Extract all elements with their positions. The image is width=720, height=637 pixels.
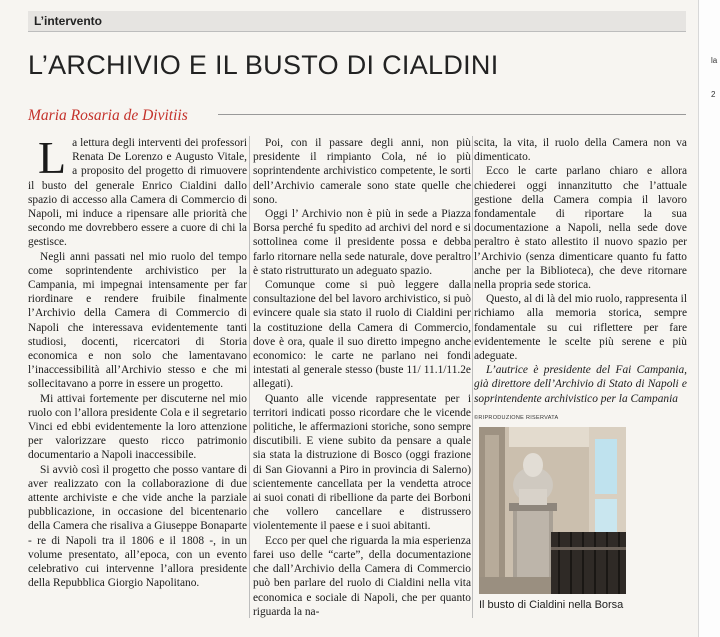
paragraph: Questo, al di là del mio ruolo, rappresenta il richiamo alla memoria storica, sempre fondamentale su cui riflettere per fare evidentemente le scelte più serene e più adeguate. bbox=[474, 293, 687, 363]
paragraph: Ecco le carte parlano chiaro e allora chiederei oggi innanzitutto che l’attuale gestione della Camera compia il lavoro fondamentale di riportare la sua documentazione a Napoli, nella sede dove peraltro è stato allestito il nuovo spazio per l’Archivio (senza dimenticare quanto fu fatto anche per la Biblioteca), che deve ritornare nella propria sede storica. bbox=[474, 165, 687, 292]
drop-cap: L bbox=[38, 132, 67, 183]
paragraph: Comunque come si può leggere dalla consultazione del bel lavoro archivistico, si può evincere quale sia stato il ruolo di Cialdini per la costituzione della Camera di Commercio, dove è ora, quale il suo diretto impegno anche economico: le carte ne parlano nei fondi intestati al generale stesso (buste 11/ 11.1/11.2e allegati). bbox=[253, 279, 471, 391]
paragraph: Negli anni passati nel mio ruolo del tempo come soprintendente archivistico per la Campania, mi impegnai intensamente per far riordinare e rendere fruibile finalmente l’Archivio della Camera di Commercio di Napoli che interessava evidentemente tanti studiosi, docenti, ricercatori di Storia economica e non solo che lamentavano l’inaccessibilità all’Archivio stesso e che mi sollecitavano a porre in essere un progetto. bbox=[28, 250, 247, 391]
paragraph-text: a lettura degli interventi dei professori Renata De Lorenzo e Augusto Vitale, a proposito del progetto di rimuovere il busto del generale Enrico Cialdini dallo spazio di accesso alla Camera di Commercio di Napoli, mi induce a ripensare alle priorità che secondo me dovrebbero essere a cuore di chi la gestisce. bbox=[28, 137, 247, 249]
paragraph: Mi attivai fortemente per discuterne nel mio ruolo con l’allora presidente Cola e il segretario Vinci ed ebbi evidentemente la loro attenzione per valorizzare questo ricco patrimonio documentario a Napoli inaccessibile. bbox=[28, 392, 247, 462]
section-bar bbox=[28, 11, 686, 32]
headline: L’ARCHIVIO E IL BUSTO DI CIALDINI bbox=[28, 50, 499, 80]
byline-rule bbox=[218, 114, 686, 115]
paragraph bbox=[28, 132, 247, 250]
paragraph: Poi, con il passare degli anni, non più presidente il rimpianto Cola, né io più soprintendente archivistico competente, le sorti dell’Archivio camerale sono state quelle che sono. bbox=[253, 137, 471, 206]
column-3 bbox=[474, 136, 687, 425]
reproduction-note: ©RIPRODUZIONE RISERVATA bbox=[474, 414, 559, 421]
paragraph: Quanto alle vicende rappresentate per i territori indicati posso ricordare che le vicende politiche, le affermazioni storiche, sono sempre discutibili. E viene subito da pensare a quale sia stata la distruzione di Bosco (oggi frazione di San Giovanni a Piro in provincia di Salerno) scientemente cancellata per la vendetta atroce ai suoi conati di ribellione da parte dei Borboni che vollero cancellare e distrussero violentemente il paese e i suoi abitanti. bbox=[253, 392, 471, 533]
column-1 bbox=[28, 132, 247, 591]
column-divider bbox=[249, 136, 250, 618]
paragraph: Si avviò così il progetto che posso vantare di aver realizzato con la collaborazione di due attente archiviste e che vide anche la parziale pubblicazione, in occasione del bicentenario della Camera che risaliva a Giuseppe Bonaparte - re di Napoli tra il 1806 e il 1808 -, in un volume presentato, all’epoca, con un evento celebrativo cui intervenne l’allora presidente della Repubblica Giorgio Napolitano. bbox=[28, 463, 247, 590]
photo-caption: Il busto di Cialdini nella Borsa bbox=[479, 599, 624, 611]
adjacent-page-strip bbox=[698, 0, 720, 637]
paragraph: Ecco per quel che riguarda la mia esperienza farei uso delle “carte”, della documentazione che dall’Archivio della Camera di Commercio può ben parlare del ruolo di Cialdini nella vita economica e sociale di Napoli, che per quanto riguarda la na- bbox=[253, 534, 471, 618]
author-bio: L’autrice è presidente del Fai Campania, già direttore dell’Archivio di Stato di Napoli e soprintendente archivistico per la Campania bbox=[474, 364, 687, 405]
column-2 bbox=[253, 136, 471, 619]
adjacent-page-text: 2 bbox=[711, 90, 716, 99]
bust-photo-illustration bbox=[479, 427, 626, 594]
bust-photo bbox=[479, 427, 626, 594]
adjacent-page-text: la bbox=[711, 56, 718, 65]
section-label: L’intervento bbox=[34, 14, 103, 28]
byline: Maria Rosaria de Divitiis bbox=[28, 107, 188, 124]
paragraph: scita, la vita, il ruolo della Camera non va dimenticato. bbox=[474, 137, 687, 164]
column-divider bbox=[472, 136, 473, 618]
paragraph: Oggi l’ Archivio non è più in sede a Piazza Borsa perché fu spedito ad archivi del nord e si sottolinea come il presidente possa e debba farlo ritornare nella sede naturale, dove peraltro è stato ristrutturato un adeguato spazio. bbox=[253, 208, 471, 277]
